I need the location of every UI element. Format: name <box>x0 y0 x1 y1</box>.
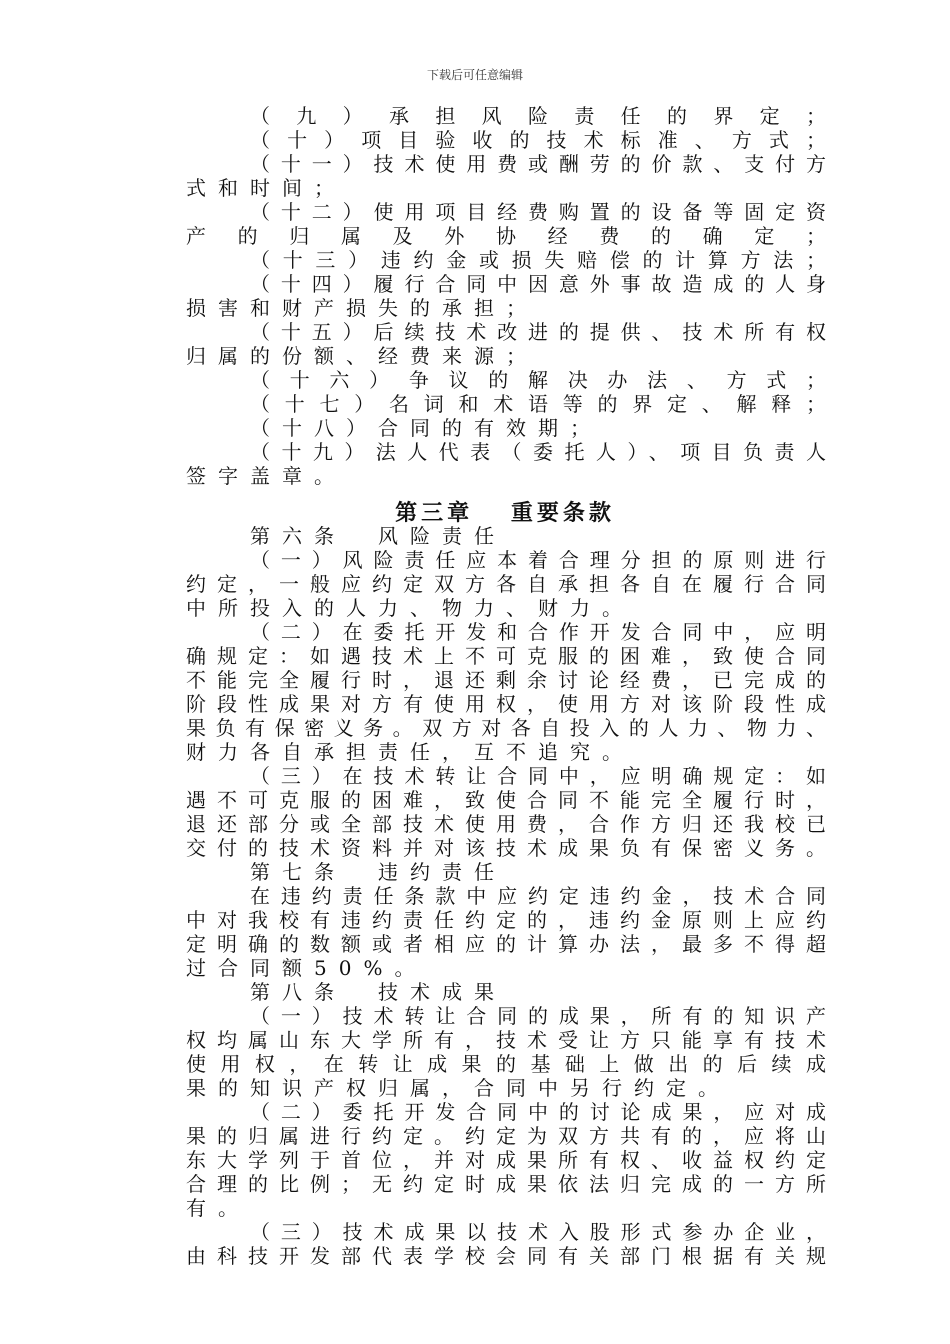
text-line: （一）技术转让合同的成果，所有的知识产 <box>250 1004 826 1028</box>
text-line: 在违约责任条款中应约定违约金，技术合同 <box>250 884 826 908</box>
text-line: 中所投入的人力、物力、财力。 <box>186 596 634 620</box>
text-line: 归属的份额、经费来源； <box>186 344 538 368</box>
page-header: 下载后可任意编辑 <box>426 68 523 82</box>
text-line: 过合同额50%。 <box>186 956 427 980</box>
text-line: 有。 <box>186 1196 250 1220</box>
text-line: （十五）后续技术改进的提供、技术所有权 <box>250 320 826 344</box>
text-line: （十）项目验收的技术标准、方式； <box>250 128 826 152</box>
text-line: 遇不可克服的困难，致使合同不能完全履行时， <box>186 788 826 812</box>
text-line: （十二）使用项目经费购置的设备等固定资 <box>250 200 826 224</box>
text-line: 权均属山东大学所有，技术受让方只能享有技术 <box>186 1028 826 1052</box>
text-line: 确规定：如遇技术上不可克服的困难，致使合同 <box>186 644 826 668</box>
section-heading: 第三章 重要条款 <box>395 501 615 526</box>
text-line: （十三）违约金或损失赔偿的计算方法； <box>250 248 826 272</box>
text-line: 退还部分或全部技术使用费，合作方归还我校已 <box>186 812 826 836</box>
text-line: （十四）履行合同中因意外事故造成的人身 <box>250 272 826 296</box>
text-line: 果的归属进行约定。约定为双方共有的，应将山 <box>186 1124 826 1148</box>
text-line: （十七）名词和术语等的界定、解释； <box>250 392 826 416</box>
text-line: 交付的技术资料并对该技术成果负有保密义务。 <box>186 836 826 860</box>
text-line: 东大学列于首位，并对成果所有权、收益权约定 <box>186 1148 826 1172</box>
text-line: 签字盖章。 <box>186 464 346 488</box>
text-line: 果负有保密义务。双方对各自投入的人力、物力、 <box>186 716 826 740</box>
article-title: 第八条 技术成果 <box>250 980 506 1004</box>
text-line: 由科技开发部代表学校会同有关部门根据有关规 <box>186 1244 826 1268</box>
article-title: 第七条 违约责任 <box>250 860 506 884</box>
text-line: 果的知识产权归属，合同中另行约定。 <box>186 1076 730 1100</box>
text-line: （十八）合同的有效期； <box>250 416 602 440</box>
text-line: （三）在技术转让合同中，应明确规定：如 <box>250 764 826 788</box>
text-line: （三）技术成果以技术入股形式参办企业， <box>250 1220 826 1244</box>
text-line: （二）在委托开发和合作开发合同中，应明 <box>250 620 826 644</box>
text-line: （十六）争议的解决办法、方式； <box>250 368 826 392</box>
text-line: 定明确的数额或者相应的计算办法，最多不得超 <box>186 932 826 956</box>
text-line: 式和时间； <box>186 176 346 200</box>
text-line: 中对我校有违约责任约定的，违约金原则上应约 <box>186 908 826 932</box>
text-line: 损害和财产损失的承担； <box>186 296 538 320</box>
text-line: （十九）法人代表（委托人）、项目负责人 <box>250 440 826 464</box>
text-line: （十一）技术使用费或酬劳的价款、支付方 <box>250 152 826 176</box>
text-line: 合理的比例；无约定时成果依法归完成的一方所 <box>186 1172 826 1196</box>
text-line: 阶段性成果对方有使用权，使用方对该阶段性成 <box>186 692 826 716</box>
article-title: 第六条 风险责任 <box>250 524 506 548</box>
text-line: 不能完全履行时，退还剩余讨论经费，已完成的 <box>186 668 826 692</box>
text-line: 使用权，在转让成果的基础上做出的后续成 <box>186 1052 826 1076</box>
text-line: （一）风险责任应本着合理分担的原则进行 <box>250 548 826 572</box>
text-line: 约定，一般应约定双方各自承担各自在履行合同 <box>186 572 826 596</box>
text-line: （二）委托开发合同中的讨论成果，应对成 <box>250 1100 826 1124</box>
text-line: 财力各自承担责任，互不追究。 <box>186 740 634 764</box>
text-line: 产的归属及外协经费的确定； <box>186 224 826 248</box>
text-line: （九）承担风险责任的界定； <box>250 104 826 128</box>
